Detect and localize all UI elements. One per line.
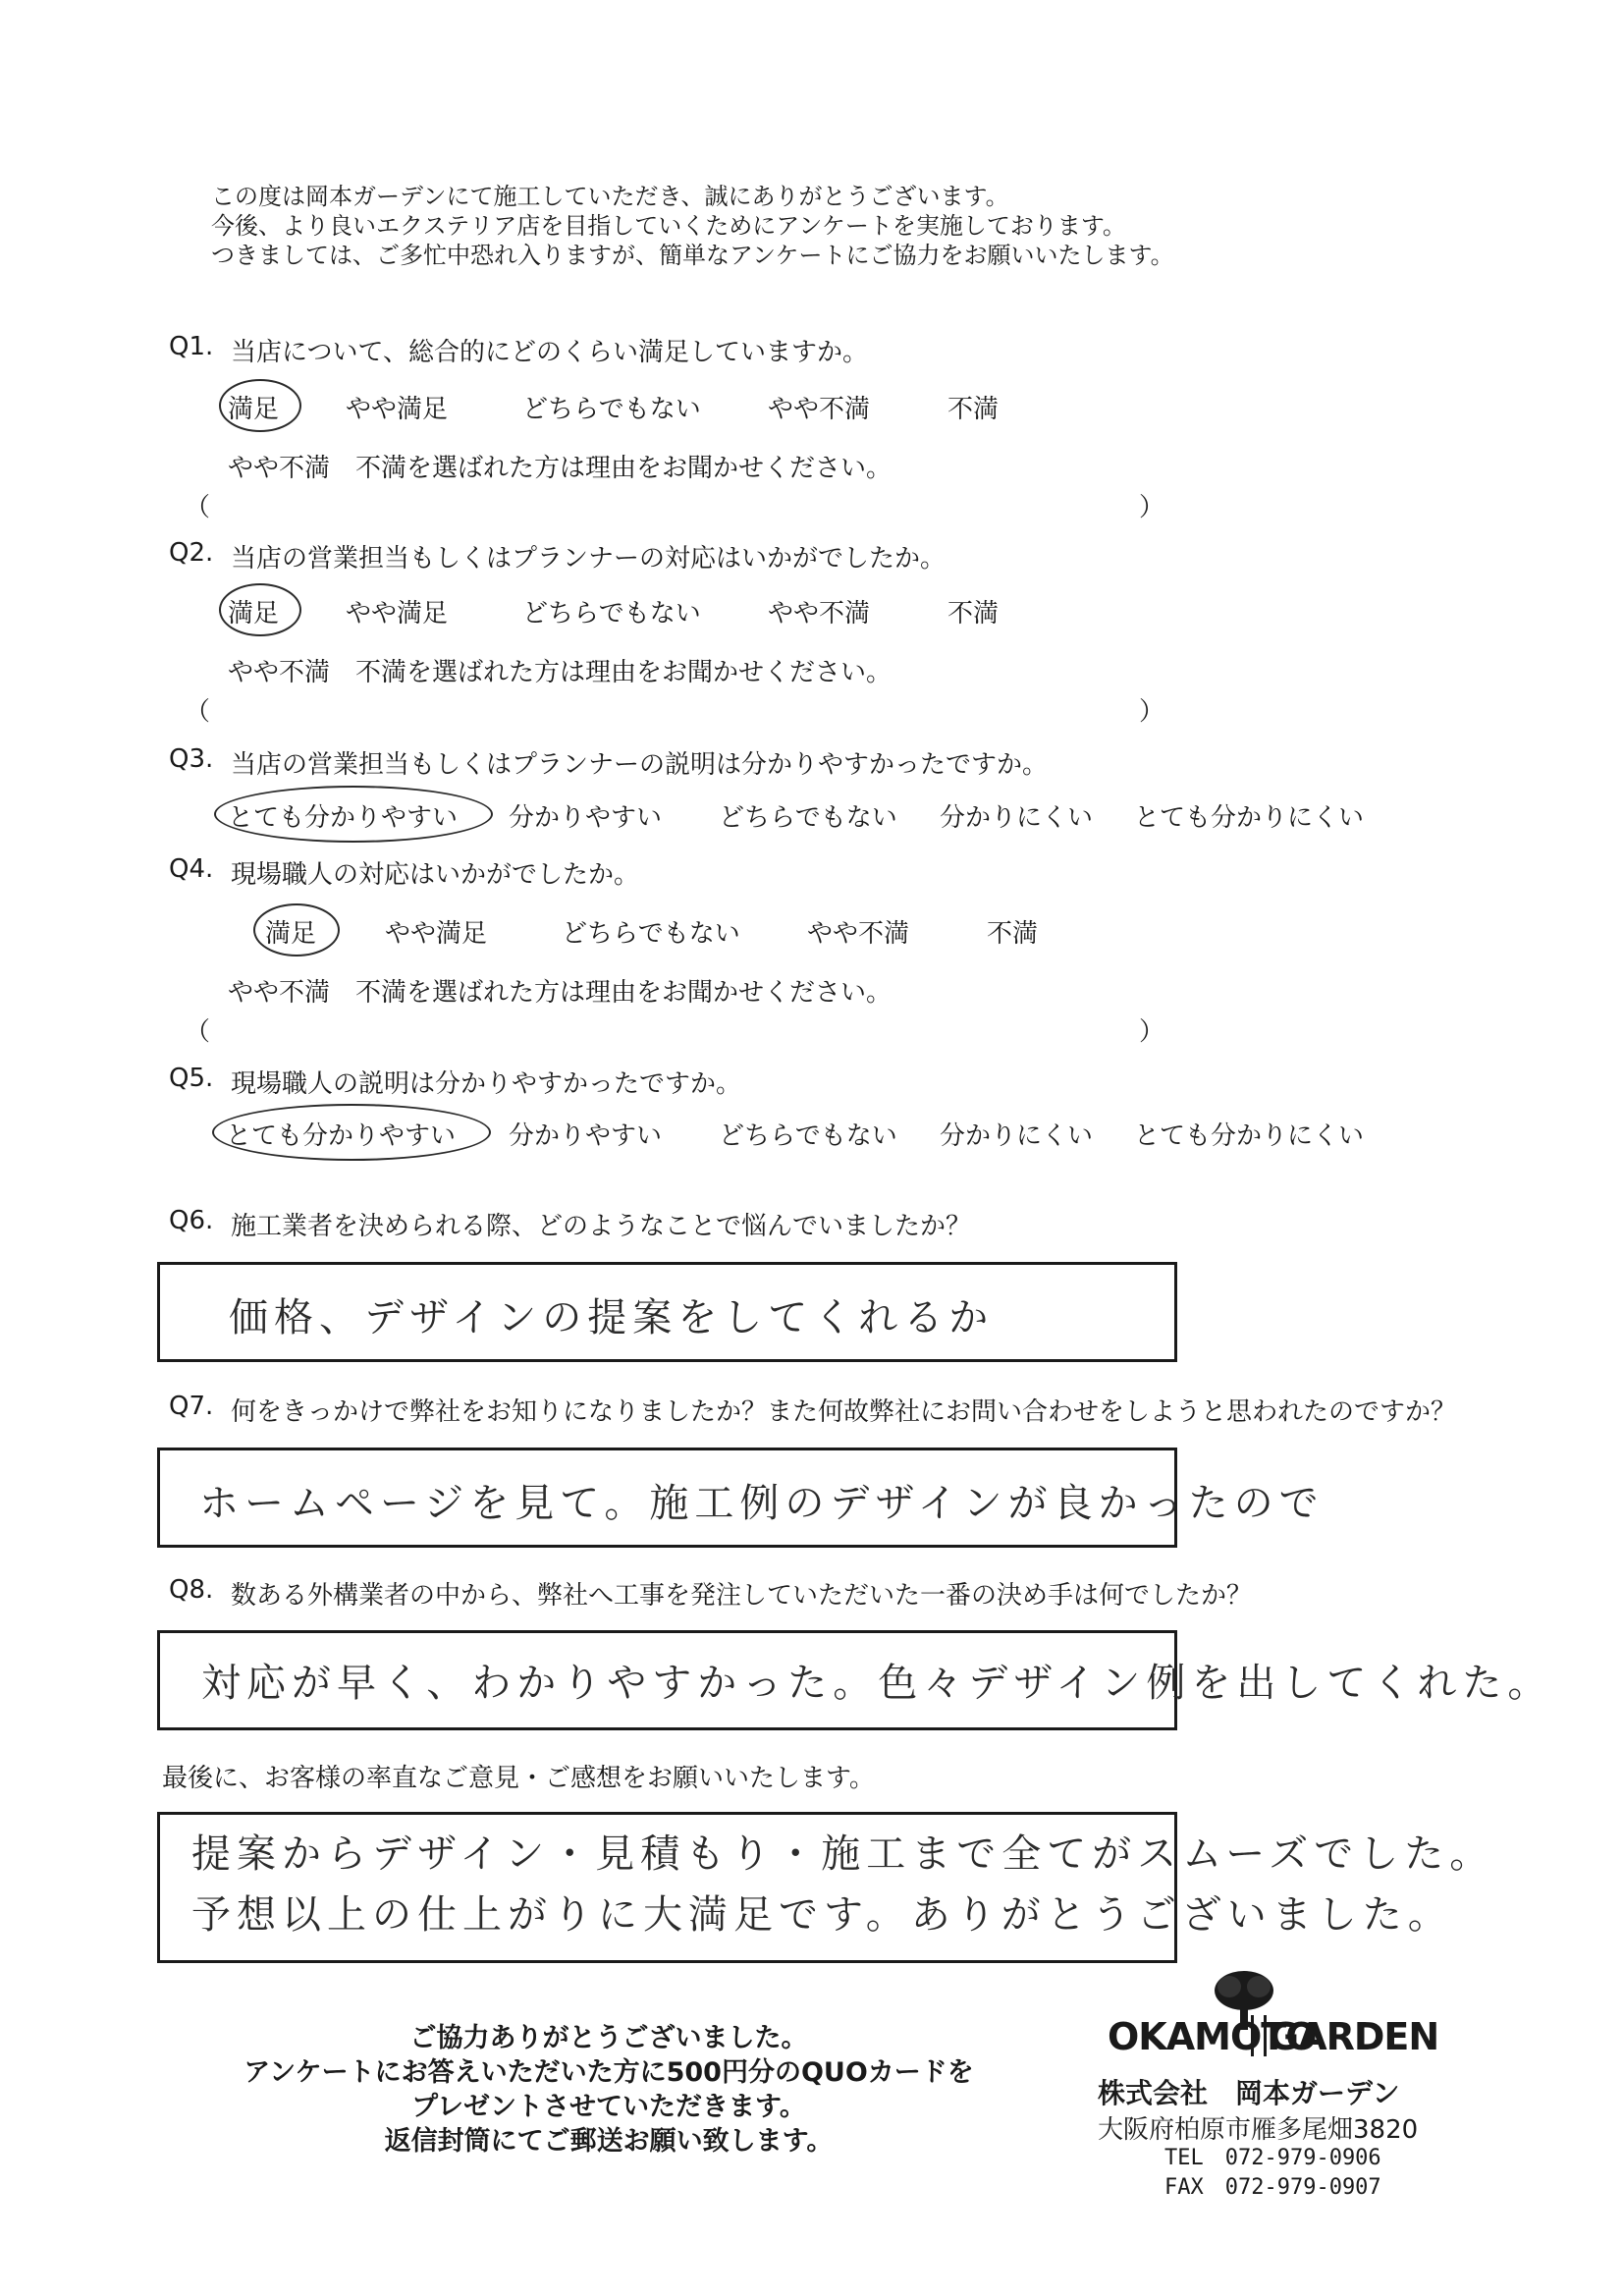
q5-text: 現場職人の説明は分かりやすかったですか。 — [231, 1069, 742, 1099]
logo-okamoto: OKAMOTO — [1108, 2015, 1317, 2058]
q2-option-4[interactable]: やや不満 — [768, 599, 871, 629]
q1-option-3[interactable]: どちらでもない — [522, 395, 701, 424]
intro-line-2: 今後、より良いエクステリア店を目指していくためにアンケートを実施しております。 — [211, 212, 1126, 240]
q3-label: Q3. — [169, 744, 214, 774]
q5-option-3[interactable]: どちらでもない — [719, 1121, 897, 1151]
q4-option-3[interactable]: どちらでもない — [562, 919, 740, 949]
q4-option-4[interactable]: やや不満 — [807, 919, 910, 949]
q2-reason-prompt: やや不満 不満を選ばれた方は理由をお聞かせください。 — [228, 658, 893, 687]
thanks-line-1: ご協力ありがとうございました。 — [409, 2023, 808, 2053]
q2-reason-close: ） — [1139, 697, 1165, 727]
q5-option-1[interactable]: とても分かりやすい — [226, 1121, 457, 1151]
intro-line-1: この度は岡本ガーデンにて施工していただき、誠にありがとうございます。 — [211, 183, 1009, 210]
q5-label: Q5. — [169, 1064, 214, 1093]
q3-option-1[interactable]: とても分かりやすい — [228, 803, 459, 833]
q7-answer-box[interactable] — [157, 1448, 1325, 1548]
q8-answer: 対応が早く、わかりやすかった。色々デザイン例を出してくれた。 — [201, 1661, 1553, 1706]
q1-text: 当店について、総合的にどのくらい満足していますか。 — [231, 338, 868, 367]
q4-label: Q4. — [169, 854, 214, 884]
q6-answer: 価格、デザインの提案をしてくれるか — [229, 1295, 995, 1340]
q4-text: 現場職人の対応はいかがでしたか。 — [231, 860, 640, 890]
q5-option-5[interactable]: とても分かりにくい — [1134, 1121, 1365, 1151]
q6-label: Q6. — [169, 1206, 214, 1235]
q7-text: 何をきっかけで弊社をお知りになりましたか？また何故弊社にお問い合わせをしようと思われたのですか？ — [231, 1397, 1457, 1427]
q7-answer: ホームページを見て。施工例のデザインが良かったので — [199, 1481, 1325, 1526]
q2-option-5[interactable]: 不満 — [947, 599, 1000, 629]
q4-option-2[interactable]: やや満足 — [385, 919, 488, 949]
q2-reason-open: （ — [185, 697, 211, 727]
company-address: 大阪府柏原市雁多尾畑3820 — [1098, 2115, 1419, 2145]
thanks-line-3: プレゼントさせていただきます。 — [411, 2092, 806, 2122]
q1-option-2[interactable]: やや満足 — [346, 395, 449, 424]
q1-option-1[interactable]: 満足 — [228, 395, 280, 424]
logo-divider — [1251, 2015, 1267, 2056]
logo-garden: GARDEN — [1269, 2015, 1439, 2058]
q3-option-3[interactable]: どちらでもない — [719, 803, 897, 833]
q1-reason-prompt: やや不満 不満を選ばれた方は理由をお聞かせください。 — [228, 454, 893, 483]
q2-label: Q2. — [169, 538, 214, 568]
q3-text: 当店の営業担当もしくはプランナーの説明は分かりやすかったですか。 — [231, 750, 1049, 780]
q2-option-2[interactable]: やや満足 — [346, 599, 449, 629]
q4-option-1[interactable]: 満足 — [265, 919, 317, 949]
q1-option-4[interactable]: やや不満 — [768, 395, 871, 424]
q4-reason-close: ） — [1139, 1017, 1165, 1047]
q2-option-3[interactable]: どちらでもない — [522, 599, 701, 629]
q3-option-4[interactable]: 分かりにくい — [940, 803, 1094, 833]
thanks-line-4: 返信封筒にてご郵送お願い致します。 — [384, 2126, 834, 2157]
final-prompt: 最後に、お客様の率直なご意見・ご感想をお願いいたします。 — [162, 1764, 875, 1793]
q1-reason-open: （ — [185, 493, 211, 522]
q6-text: 施工業者を決められる際、どのようなことで悩んでいましたか？ — [231, 1212, 972, 1241]
q4-reason-open: （ — [185, 1017, 211, 1047]
q7-label: Q7. — [169, 1392, 214, 1421]
q6-answer-box[interactable] — [157, 1262, 1177, 1362]
q5-option-2[interactable]: 分かりやすい — [509, 1121, 663, 1151]
q3-option-5[interactable]: とても分かりにくい — [1134, 803, 1365, 833]
q8-text: 数ある外構業者の中から、弊社へ工事を発注していただいた一番の決め手は何でしたか？ — [231, 1581, 1253, 1611]
company-name: 株式会社 岡本ガーデン — [1098, 2077, 1400, 2109]
thanks-line-2: アンケートにお答えいただいた方に500円分のQUOカードを — [243, 2057, 974, 2088]
company-fax: FAX 072-979-0907 — [1164, 2175, 1381, 2200]
q8-label: Q8. — [169, 1575, 214, 1605]
intro-line-3: つきましては、ご多忙中恐れ入りますが、簡単なアンケートにご協力をお願いいたします。 — [211, 242, 1174, 269]
q5-option-4[interactable]: 分かりにくい — [940, 1121, 1094, 1151]
final-answer-line-2: 予想以上の仕上がりに大満足です。ありがとうございました。 — [191, 1892, 1453, 1938]
final-answer-line-1: 提案からデザイン・見積もり・施工まで全てがスムーズでした。 — [191, 1831, 1495, 1877]
q1-label: Q1. — [169, 332, 214, 361]
q3-option-2[interactable]: 分かりやすい — [509, 803, 663, 833]
q4-option-5[interactable]: 不満 — [987, 919, 1039, 949]
q1-reason-close: ） — [1139, 493, 1165, 522]
company-tel: TEL 072-979-0906 — [1164, 2146, 1381, 2170]
q2-text: 当店の営業担当もしくはプランナーの対応はいかがでしたか。 — [231, 544, 947, 574]
q4-reason-prompt: やや不満 不満を選ばれた方は理由をお聞かせください。 — [228, 978, 893, 1008]
q2-option-1[interactable]: 満足 — [228, 599, 280, 629]
q1-option-5[interactable]: 不満 — [947, 395, 1000, 424]
